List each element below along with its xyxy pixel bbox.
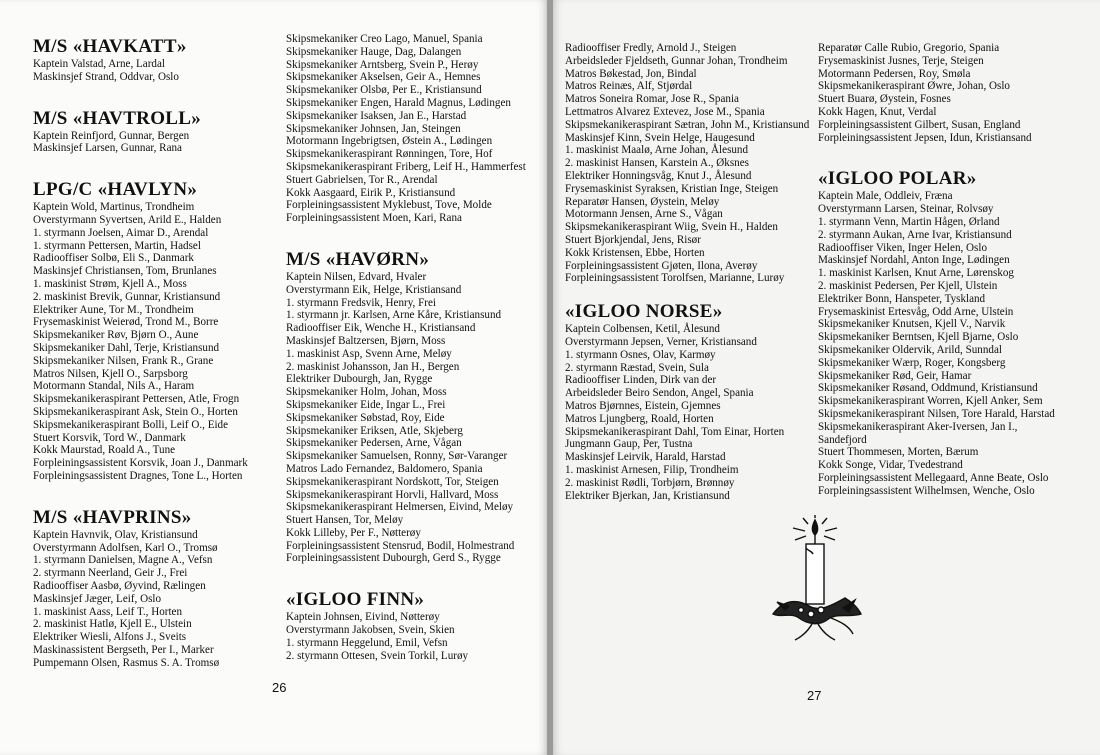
crew-entry: Frysemaskinist Ertesvåg, Odd Arne, Ulstein [818, 305, 1014, 318]
crew-entry: 2. styrmann Neerland, Geir J., Frei [33, 567, 188, 580]
crew-entry: Kaptein Male, Oddleiv, Fræna [818, 190, 953, 203]
crew-entry: Kaptein Colbensen, Ketil, Ålesund [565, 323, 720, 336]
crew-entry: Skipsmekaniker Eide, Ingar L., Frei [286, 398, 446, 411]
crew-entry: 1. styrmann Joelsen, Aimar D., Arendal [33, 226, 209, 239]
section-spacer [33, 84, 248, 108]
crew-entry: 1. styrmann Heggelund, Emil, Vefsn [286, 636, 448, 649]
section-spacer [33, 483, 248, 507]
crew-entry: Skipsmekaniker Rød, Geir, Hamar [818, 369, 972, 382]
crew-entry: Forpleiningsassistent Myklebust, Tove, Molde [286, 199, 492, 212]
crew-entry: Skipsmekanikeraspirant Ask, Stein O., Horten [33, 405, 238, 418]
crew-entry: Kaptein Reinfjord, Gunnar, Bergen [33, 129, 190, 142]
crew-entry: Skipsmekanikeraspirant Horvli, Hallvard, Moss [286, 488, 499, 501]
crew-entry: Stuert Gabrielsen, Tor R., Arendal [286, 173, 438, 186]
crew-entry: Skipsmekaniker Oldervik, Arild, Sunndal [818, 343, 1002, 356]
crew-entry: Forpleiningsassistent Gilbert, Susan, England [818, 118, 1021, 131]
crew-entry: Kokk Maurstad, Roald A., Tune [33, 444, 176, 457]
crew-entry: Radiooffiser Solbø, Eli S., Danmark [33, 252, 194, 265]
crew-entry: Skipsmekaniker Eriksen, Atle, Skjeberg [286, 424, 463, 437]
ship-heading: LPG/C «HAVLYN» [33, 179, 198, 201]
crew-entry: 1. maskinist Asp, Svenn Arne, Meløy [286, 347, 452, 360]
crew-entry: 1. maskinist Maalø, Arne Johan, Ålesund [565, 144, 749, 157]
crew-entry: Forpleiningsassistent Stensrud, Bodil, Holmestrand [286, 539, 515, 552]
crew-entry: Skipsmekanikeraspirant Dahl, Tom Einar, Horten [565, 425, 785, 438]
crew-entry: 1. styrmann Osnes, Olav, Karmøy [565, 348, 716, 361]
crew-entry: Skipsmekaniker Søbstad, Roy, Eide [286, 411, 445, 424]
christmas-candle-icon [765, 514, 865, 646]
crew-entry: Motormann Standal, Nils A., Haram [33, 380, 195, 393]
crew-entry: Skipsmekaniker Isaksen, Jan E., Harstad [286, 109, 467, 122]
crew-entry: Kaptein Valstad, Arne, Lardal [33, 58, 165, 70]
crew-entry: 1. maskinist Strøm, Kjell A., Moss [33, 277, 187, 290]
crew-entry: 2. maskinist Johansson, Jan H., Bergen [286, 360, 460, 373]
crew-entry: Elektriker Wiesli, Alfons J., Sveits [33, 631, 187, 644]
crew-entry: Skipsmekanikeraspirant Wiig, Svein H., Halden [565, 221, 778, 234]
crew-entry: Kokk Aasgaard, Eirik P., Kristiansund [286, 186, 456, 199]
crew-entry: 1. styrmann Venn, Martin Hågen, Ørland [818, 215, 1000, 228]
crew-entry: 2. styrmann Ræstad, Svein, Sula [565, 361, 709, 374]
crew-entry: Motormann Ingebrigtsen, Østein A., Lødingen [286, 135, 493, 148]
crew-entry: Skipsmekaniker Akselsen, Geir A., Hemnes [286, 71, 481, 84]
crew-entry: 2. maskinist Hansen, Karstein A., Øksnes [565, 157, 749, 170]
crew-entry: Skipsmekanikeraspirant Friberg, Leif H., Hammerfest [286, 160, 526, 173]
crew-entry: Reparatør Calle Rubio, Gregorio, Spania [818, 42, 1000, 54]
crew-entry: Elektriker Bonn, Hanspeter, Tyskland [818, 292, 986, 305]
crew-entry: Motormann Jensen, Arne S., Vågan [565, 208, 723, 221]
crew-entry: Radiooffiser Aasbø, Øyvind, Rælingen [33, 579, 206, 592]
crew-entry: Skipsmekanikeraspirant Bolli, Leif O., Eide [33, 418, 229, 431]
section-spacer [286, 225, 526, 249]
crew-entry: Elektriker Honningsvåg, Knut J., Ålesund [565, 169, 752, 182]
crew-entry: Maskinassistent Bergseth, Per I., Marker [33, 643, 214, 656]
ship-heading: M/S «HAVKATT» [33, 36, 187, 57]
crew-entry: Stuert Korsvik, Tord W., Danmark [33, 431, 186, 444]
ship-heading: M/S «HAVTROLL» [33, 107, 202, 129]
crew-entry: Maskinsjef Kinn, Svein Helge, Haugesund [565, 131, 755, 144]
crew-entry: Skipsmekaniker Nilsen, Frank R., Grane [33, 354, 214, 367]
crew-entry: Skipsmekaniker Dahl, Terje, Kristiansund [33, 341, 220, 354]
crew-entry: Arbeidsleder Fjeldseth, Gunnar Johan, Trondheim [565, 54, 788, 67]
section-spacer [818, 144, 1055, 168]
right-page-column-1 [565, 42, 809, 502]
crew-entry: Motormann Pedersen, Roy, Smøla [818, 67, 971, 80]
crew-entry: Matros Reinæs, Alf, Stjørdal [565, 80, 693, 93]
crew-entry: Kokk Hagen, Knut, Verdal [818, 105, 937, 118]
crew-entry: Kaptein Wold, Martinus, Trondheim [33, 201, 195, 214]
crew-entry: Jungmann Gaup, Per, Tustna [565, 438, 693, 451]
crew-entry: Stuert Thommesen, Morten, Bærum [818, 446, 979, 459]
crew-entry: 1. styrmann jr. Karlsen, Arne Kåre, Kristiansund [286, 309, 502, 322]
crew-entry: Skipsmekaniker Arntsberg, Svein P., Herøy [286, 58, 479, 71]
crew-entry: 1. maskinist Arnesen, Filip, Trondheim [565, 463, 739, 476]
crew-entry: Skipsmekanikeraspirant Helmersen, Eivind, Meløy [286, 501, 514, 514]
crew-entry: Maskinsjef Nordahl, Anton Inge, Lødingen [818, 254, 1010, 267]
right-page-column-2 [818, 42, 1055, 498]
crew-entry: Overstyrmann Adolfsen, Karl O., Tromsø [33, 541, 218, 554]
crew-entry: Skipsmekaniker Pedersen, Arne, Vågan [286, 437, 462, 450]
crew-entry: Skipsmekaniker Engen, Harald Magnus, Lødingen [286, 96, 511, 109]
crew-entry: Forpleiningsassistent Wilhelmsen, Wenche, Oslo [818, 484, 1035, 497]
crew-entry: Skipsmekanikeraspirant Øwre, Johan, Oslo [818, 80, 1010, 93]
crew-entry: Maskinsjef Jæger, Leif, Oslo [33, 592, 162, 605]
crew-entry: Forpleiningsassistent Mellegaard, Anne Beate, Oslo [818, 471, 1049, 484]
crew-entry: Kokk Songe, Vidar, Tvedestrand [818, 459, 963, 472]
ship-heading: «IGLOO POLAR» [818, 168, 977, 190]
crew-entry: Skipsmekanikeraspirant Rønningen, Tore, Hof [286, 148, 493, 161]
crew-entry: 2. maskinist Rødli, Torbjørn, Brønnøy [565, 476, 735, 489]
crew-entry: Arbeidsleder Beiro Sendon, Angel, Spania [565, 387, 754, 400]
left-page-column-2 [286, 33, 526, 662]
crew-entry: Skipsmekanikeraspirant Pettersen, Atle, Frogn [33, 393, 240, 406]
crew-entry: Skipsmekaniker Samuelsen, Ronny, Sør-Varanger [286, 450, 508, 463]
crew-entry: Elektriker Aune, Tor M., Trondheim [33, 303, 194, 316]
crew-entry: Matros Soneira Romar, Jose R., Spania [565, 93, 739, 106]
crew-entry: Maskinsjef Baltzersen, Bjørn, Moss [286, 334, 446, 347]
crew-entry: Kaptein Nilsen, Edvard, Hvaler [286, 270, 427, 283]
crew-entry: Maskinsjef Leirvik, Harald, Harstad [565, 451, 726, 464]
crew-entry: Elektriker Bjerkan, Jan, Kristiansund [565, 489, 730, 502]
page-number: 26 [272, 680, 287, 695]
crew-entry: Radiooffiser Viken, Inger Helen, Oslo [818, 241, 987, 254]
crew-entry: Maskinsjef Strand, Oddvar, Oslo [33, 70, 179, 83]
section-spacer [33, 155, 248, 179]
crew-entry: 2. maskinist Pedersen, Per Kjell, Ulstein [818, 279, 998, 292]
crew-entry: Forpleiningsassistent Dubourgh, Gerd S., Rygge [286, 552, 501, 565]
crew-entry: Overstyrmann Eik, Helge, Kristiansand [286, 283, 462, 296]
left-page [0, 0, 547, 755]
crew-entry: 2. styrmann Aukan, Arne Ivar, Kristiansund [818, 228, 1012, 241]
crew-entry: Matros Ljungberg, Roald, Horten [565, 412, 714, 425]
ship-heading: «IGLOO FINN» [286, 589, 425, 611]
crew-entry: Frysemaskinist Syraksen, Kristian Inge, Steigen [565, 182, 779, 195]
crew-entry: Forpleiningsassistent Torolfsen, Marianne, Lurøy [565, 272, 785, 285]
crew-entry: Skipsmekaniker Hauge, Dag, Dalangen [286, 45, 462, 58]
crew-entry: Stuert Hansen, Tor, Meløy [286, 514, 404, 527]
crew-entry: 1. maskinist Aass, Leif T., Horten [33, 605, 183, 618]
crew-entry: Kaptein Havnvik, Olav, Kristiansund [33, 528, 198, 541]
crew-entry: Overstyrmann Larsen, Steinar, Rolvsøy [818, 203, 994, 216]
page-number: 27 [807, 688, 822, 703]
crew-entry: Maskinsjef Larsen, Gunnar, Rana [33, 142, 182, 155]
crew-entry: Skipsmekaniker Røsand, Oddmund, Kristiansund [818, 382, 1038, 395]
crew-entry: Kokk Lilleby, Per F., Nøtterøy [286, 526, 421, 539]
crew-entry: Elektriker Dubourgh, Jan, Rygge [286, 373, 433, 386]
crew-entry: 2. styrmann Ottesen, Svein Torkil, Lurøy [286, 649, 469, 662]
crew-entry: Forpleiningsassistent Moen, Kari, Rana [286, 212, 462, 225]
crew-entry: Kokk Kristensen, Ebbe, Horten [565, 246, 705, 259]
crew-entry: Stuert Buarø, Øystein, Fosnes [818, 93, 951, 106]
crew-entry: Skipsmekaniker Creo Lago, Manuel, Spania [286, 33, 483, 45]
section-spacer [286, 565, 526, 589]
crew-entry: Overstyrmann Jepsen, Verner, Kristiansand [565, 335, 757, 348]
crew-entry: Skipsmekaniker Olsbø, Per E., Kristiansund [286, 84, 482, 97]
section-spacer [565, 285, 809, 301]
crew-entry: Frysemaskinist Weierød, Trond M., Borre [33, 316, 219, 329]
crew-entry: 1. maskinist Karlsen, Knut Arne, Lørenskog [818, 267, 1014, 280]
crew-entry: Skipsmekaniker Wærp, Roger, Kongsberg [818, 356, 1006, 369]
crew-entry: Skipsmekanikeraspirant Sætran, John M., Kristiansund [565, 118, 810, 131]
crew-entry: Kaptein Johnsen, Eivind, Nøtterøy [286, 611, 440, 624]
crew-entry: Skipsmekanikeraspirant Nordskott, Tor, Steigen [286, 475, 499, 488]
crew-entry: Skipsmekaniker Holm, Johan, Moss [286, 386, 447, 399]
right-page [553, 0, 1100, 755]
crew-entry: Pumpemann Olsen, Rasmus S. A. Tromsø [33, 656, 220, 669]
crew-entry: 1. styrmann Fredsvik, Henry, Frei [286, 296, 436, 309]
crew-entry: Maskinsjef Christiansen, Tom, Brunlanes [33, 265, 217, 278]
ship-heading: M/S «HAVØRN» [286, 248, 430, 270]
crew-entry: Reparatør Hansen, Øystein, Meløy [565, 195, 720, 208]
crew-entry: Skipsmekanikeraspirant Aker-Iversen, Jan I., [818, 420, 1018, 433]
crew-entry: Forpleiningsassistent Gjøten, Ilona, Averøy [565, 259, 758, 272]
crew-entry: Matros Lado Fernandez, Baldomero, Spania [286, 462, 483, 475]
crew-entry: Skipsmekaniker Johnsen, Jan, Steingen [286, 122, 461, 135]
crew-entry: Skipsmekaniker Knutsen, Kjell V., Narvik [818, 318, 1006, 331]
crew-entry: Radiooffiser Fredly, Arnold J., Steigen [565, 42, 737, 54]
crew-entry: Skipsmekanikeraspirant Nilsen, Tore Harald, Harstad [818, 407, 1055, 420]
crew-entry: 1. styrmann Danielsen, Magne A., Vefsn [33, 554, 213, 567]
ship-heading: «IGLOO NORSE» [565, 301, 723, 323]
crew-entry: Forpleiningsassistent Korsvik, Joan J., Danmark [33, 457, 248, 470]
crew-entry: Sandefjord [818, 433, 867, 446]
crew-entry: Skipsmekaniker Berntsen, Kjell Bjarne, Oslo [818, 331, 1019, 344]
crew-entry: Matros Bjørnnes, Eistein, Gjemnes [565, 399, 721, 412]
left-page-column-1 [33, 36, 248, 669]
crew-entry: Matros Nilsen, Kjell O., Sarpsborg [33, 367, 188, 380]
crew-entry: Skipsmekanikeraspirant Worren, Kjell Anker, Sem [818, 395, 1043, 408]
crew-entry: Forpleiningsassistent Jepsen, Idun, Kristiansand [818, 131, 1032, 144]
crew-entry: Forpleiningsassistent Dragnes, Tone L., Horten [33, 469, 243, 482]
crew-entry: Overstyrmann Syvertsen, Arild E., Halden [33, 213, 222, 226]
crew-entry: Overstyrmann Jakobsen, Svein, Skien [286, 624, 455, 637]
crew-entry: Radiooffiser Eik, Wenche H., Kristiansand [286, 322, 476, 335]
crew-entry: 2. maskinist Hatlø, Kjell E., Ulstein [33, 618, 192, 631]
crew-entry: Matros Bøkestad, Jon, Bindal [565, 67, 697, 80]
crew-entry: Frysemaskinist Jusnes, Terje, Steigen [818, 54, 984, 67]
crew-entry: 2. maskinist Brevik, Gunnar, Kristiansund [33, 290, 221, 303]
crew-entry: Lettmatros Alvarez Extevez, Jose M., Spania [565, 105, 765, 118]
crew-entry: Radiooffiser Linden, Dirk van der [565, 374, 717, 387]
ship-heading: M/S «HAVPRINS» [33, 506, 192, 528]
crew-entry: Stuert Bjorkjendal, Jens, Risør [565, 233, 701, 246]
crew-entry: 1. styrmann Pettersen, Martin, Hadsel [33, 239, 201, 252]
crew-entry: Skipsmekaniker Røv, Bjørn O., Aune [33, 329, 199, 342]
